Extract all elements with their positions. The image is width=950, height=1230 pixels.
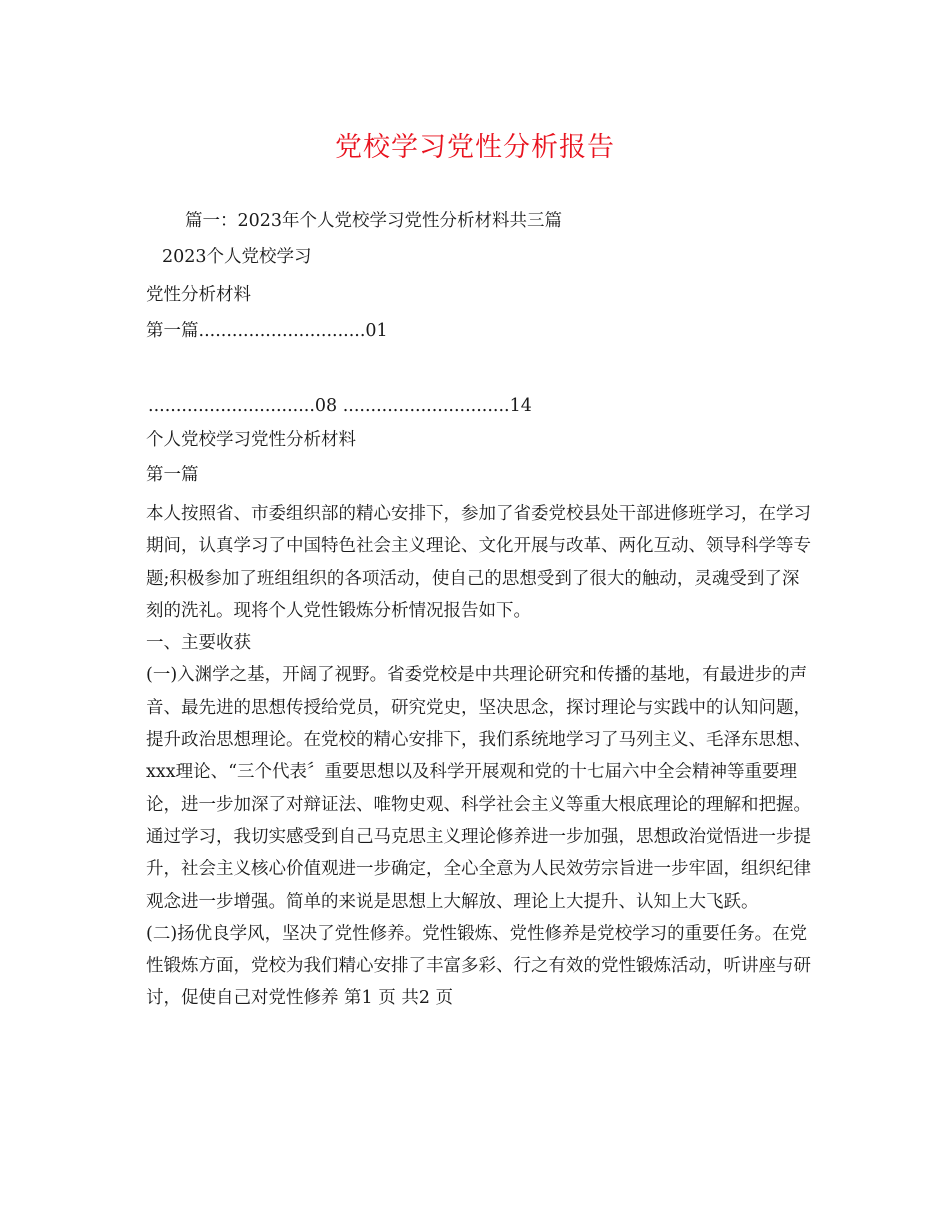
material-line: 党性分析材料 — [146, 285, 251, 305]
paragraph-section-heading: 一、主要收获 — [146, 633, 251, 654]
subtitle-line: 篇一：2023年个人党校学习党性分析材料共三篇 — [185, 211, 563, 231]
toc-first-line: 第一篇..............................01 — [146, 321, 388, 341]
paragraph-intro: 本人按照省、市委组织部的精心安排下，参加了省委党校县处干部进修班学习，在学习期间，认真学习了中国特色社会主义理论、文化开展与改革、两化互动、领导科学等专题;积极参加了班组组织的各项活动，使自己的思想受到了很大的触动，灵魂受到了深刻的洗礼。现将个人党性锻炼分析情况报告如下。 — [146, 504, 811, 621]
heading-first: 第一篇 — [146, 465, 199, 485]
heading-personal: 个人党校学习党性分析材料 — [146, 430, 356, 450]
document-title: 党校学习党性分析报告 — [335, 132, 615, 163]
toc-rest-line: ..............................08 ..............................14 — [148, 396, 532, 416]
document-body — [146, 498, 816, 1015]
paragraph-gain-two: (二)扬优良学风，坚决了党性修养。党性锻炼、党性修养是党校学习的重要任务。在党性锻炼方面，党校为我们精心安排了丰富多彩、行之有效的党性锻炼活动，听讲座与研讨，促使自己对党性修养 第1 页 共2 页 — [146, 923, 811, 1009]
year-line: 2023个人党校学习 — [162, 247, 312, 267]
paragraph-gain-one: (一)入渊学之基，开阔了视野。省委党校是中共理论研究和传播的基地，有最进步的声音、最先进的思想传授给党员，研究党史，坚决思念，探讨理论与实践中的认知问题，提升政治思想理论。在党校的精心安排下，我们系统地学习了马列主义、毛泽东思想、xxx理论、“三个代表〞重要思想以及科学开展观和党的十七届六中全会精神等重要理论，进一步加深了对辩证法、唯物史观、科学社会主义等重大根底理论的理解和把握。通过学习，我切实感受到自己马克思主义理论修养进一步加强，思想政治觉悟进一步提升，社会主义核心价值观进一步确定，全心全意为人民效劳宗旨进一步牢固，组织纪律观念进一步增强。简单的来说是思想上大解放、理论上大提升、认知上大飞跃。 — [146, 665, 811, 912]
